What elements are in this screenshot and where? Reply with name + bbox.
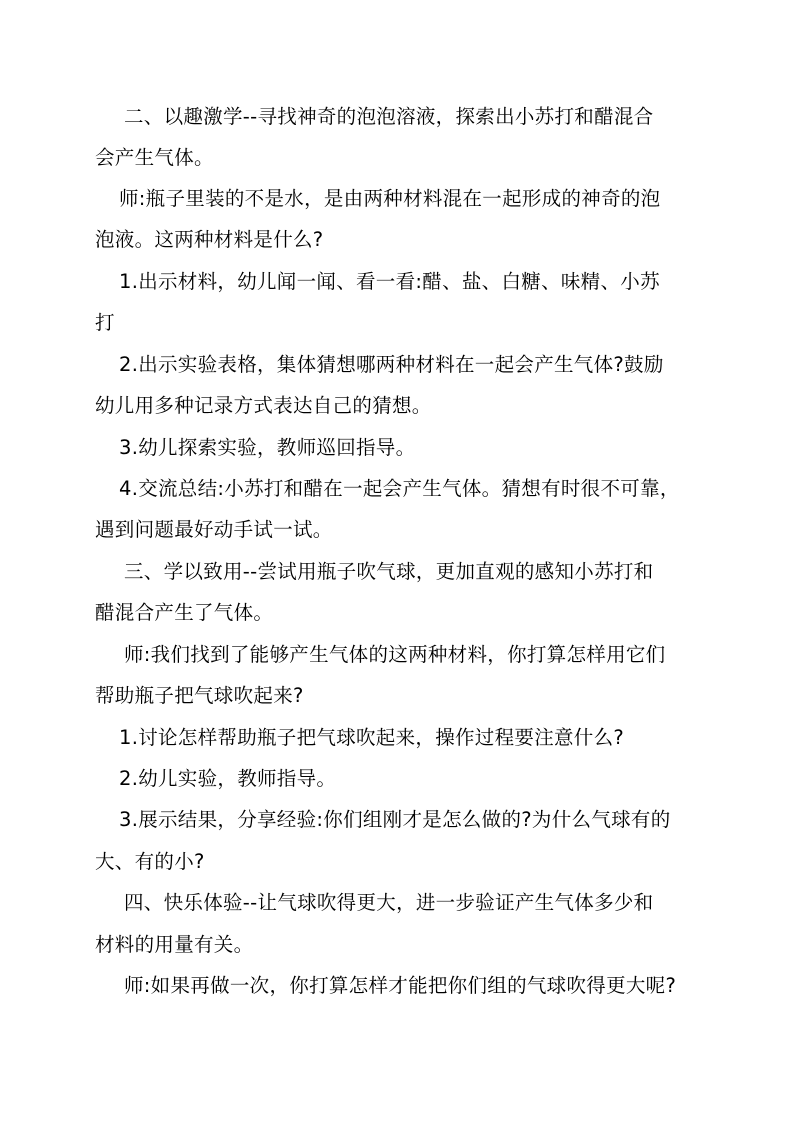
text-line: 会产生气体。 [95, 146, 214, 169]
text-line: 1.讨论怎样帮助瓶子把气球吹起来，操作过程要注意什么? [119, 726, 625, 749]
text-line: 师:我们找到了能够产生气体的这两种材料，你打算怎样用它们 [124, 643, 666, 666]
text-line: 2.出示实验表格，集体猜想哪两种材料在一起会产生气体?鼓励 [119, 353, 664, 376]
text-line: 2.幼儿实验，教师指导。 [119, 767, 337, 790]
text-line: 大、有的小? [95, 850, 205, 873]
text-line: 帮助瓶子把气球吹起来? [95, 684, 304, 707]
text-line: 遇到问题最好动手试一试。 [95, 518, 333, 541]
text-line: 幼儿用多种记录方式表达自己的猜想。 [95, 394, 432, 417]
text-line: 4.交流总结:小苏打和醋在一起会产生气体。猜想有时很不可靠， [119, 477, 680, 500]
text-line: 四、快乐体验--让气球吹得更大，进一步验证产生气体多少和 [124, 891, 654, 914]
text-line: 二、以趣激学--寻找神奇的泡泡溶液，探索出小苏打和醋混合 [124, 105, 654, 128]
text-line: 打 [95, 311, 115, 334]
text-line: 1.出示材料，幼儿闻一闻、看一看:醋、盐、白糖、味精、小苏 [119, 270, 660, 293]
text-line: 三、学以致用--尝试用瓶子吹气球，更加直观的感知小苏打和 [124, 560, 654, 583]
text-line: 泡液。这两种材料是什么? [95, 228, 324, 251]
text-line: 3.展示结果，分享经验:你们组刚才是怎么做的?为什么气球有的 [119, 808, 671, 831]
text-line: 醋混合产生了气体。 [95, 601, 274, 624]
text-line: 材料的用量有关。 [95, 933, 254, 956]
text-line: 师:如果再做一次，你打算怎样才能把你们组的气球吹得更大呢? [124, 974, 677, 997]
text-line: 3.幼儿探索实验，教师巡回指导。 [119, 436, 416, 459]
text-line: 师:瓶子里装的不是水，是由两种材料混在一起形成的神奇的泡 [119, 187, 661, 210]
